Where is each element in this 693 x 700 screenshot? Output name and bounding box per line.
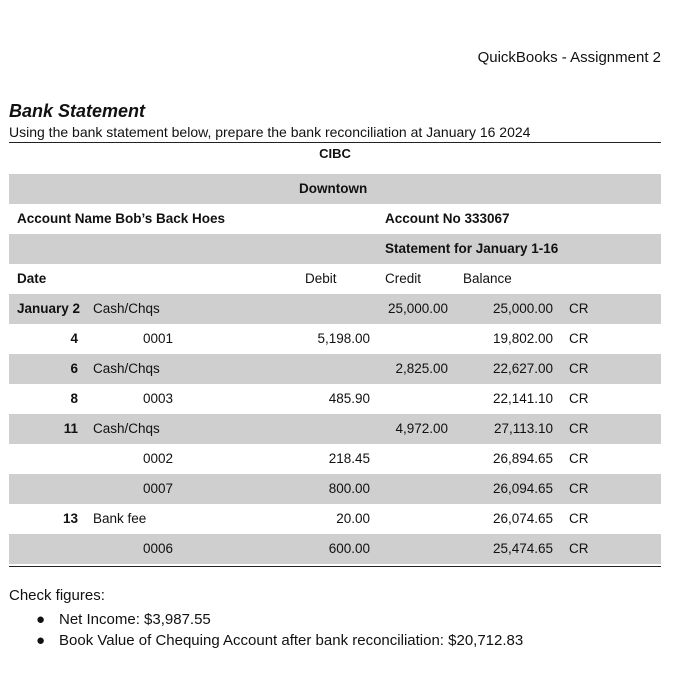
list-item [36,609,523,630]
list-item [36,630,523,651]
row-date [9,474,78,504]
row-debit: 5,198.00 [317,331,370,346]
statement-period: Statement for January 1-16 [385,241,559,256]
account-row [9,204,661,234]
column-header-row [9,264,661,294]
branch-name: Downtown [299,181,368,196]
row-cr-indicator: CR [569,391,589,406]
row-debit [269,354,370,384]
row-date: 8 [70,391,78,406]
column-header-credit: Credit [385,271,422,286]
check-figure-text: Book Value of Chequing Account after bank reconciliation: $20,712.83 [59,632,524,649]
check-figure-text: Net Income: $3,987.55 [59,611,211,628]
column-header-balance: Balance [463,271,512,286]
table-row [9,414,661,444]
row-debit: 218.45 [328,451,370,466]
row-date: 11 [63,421,78,436]
row-credit: 2,825.00 [395,361,448,376]
row-date: 13 [62,511,78,526]
row-debit [269,414,370,444]
row-balance: 22,141.10 [492,391,553,406]
row-description: 0001 [143,331,174,346]
table-row [9,444,661,474]
column-header-date: Date [17,271,47,286]
row-description: Cash/Chqs [93,301,160,316]
row-debit: 20.00 [336,511,370,526]
table-row [9,324,661,354]
row-credit [359,444,448,474]
row-cr-indicator: CR [569,301,589,316]
row-cr-indicator: CR [569,361,589,376]
row-date: January 2 [17,301,81,316]
row-cr-indicator: CR [569,481,589,496]
bottom-rule [9,566,661,567]
row-date [9,444,78,474]
row-cr-indicator: CR [569,451,589,466]
document-instructions: Using the bank statement below, prepare the bank reconciliation at January 16 2024 [9,124,531,140]
document-title: Bank Statement [9,101,146,121]
row-credit [359,324,448,354]
assignment-header-label: QuickBooks - Assignment 2 [477,49,661,66]
row-description: 0007 [143,481,174,496]
row-balance: 19,802.00 [492,331,553,346]
branch-row [9,174,661,204]
row-credit: 4,972.00 [395,421,448,436]
row-date [9,534,78,564]
row-description: 0003 [143,391,174,406]
row-balance: 25,474.65 [492,541,553,556]
row-cr-indicator: CR [569,331,589,346]
row-balance: 27,113.10 [493,421,553,436]
row-description: 0006 [143,541,174,556]
row-date: 4 [70,331,78,346]
bullet-icon: ● [36,611,46,628]
row-credit [359,474,448,504]
account-name: Account Name Bob’s Back Hoes [17,211,226,226]
column-header-debit: Debit [305,271,337,286]
row-date: 6 [70,361,78,376]
row-credit: 25,000.00 [387,301,448,316]
table-row [9,534,661,564]
row-balance: 22,627.00 [492,361,553,376]
row-balance: 26,894.65 [492,451,553,466]
table-row [9,384,661,414]
row-balance: 25,000.00 [492,301,553,316]
row-cr-indicator: CR [569,541,589,556]
check-figures-list [36,609,523,651]
table-row [9,354,661,384]
row-description: 0002 [143,451,174,466]
row-credit [359,504,448,534]
account-number: Account No 333067 [385,211,510,226]
row-balance: 26,094.65 [492,481,553,496]
row-debit [269,294,370,324]
bank-name: CIBC [319,146,351,161]
row-debit: 800.00 [328,481,370,496]
check-figures-title: Check figures: [9,587,105,604]
row-credit [359,534,448,564]
statement-period-row [9,234,661,264]
row-description: Cash/Chqs [93,361,160,376]
row-cr-indicator: CR [569,421,589,436]
table-row [9,504,661,534]
bullet-icon: ● [36,632,46,649]
top-rule [9,142,661,143]
row-credit [359,384,448,414]
table-row [9,294,661,324]
row-description: Cash/Chqs [93,421,160,436]
row-cr-indicator: CR [569,511,589,526]
row-debit: 600.00 [328,541,370,556]
row-debit: 485.90 [328,391,370,406]
row-balance: 26,074.65 [492,511,553,526]
table-row [9,474,661,504]
row-description: Bank fee [93,511,147,526]
